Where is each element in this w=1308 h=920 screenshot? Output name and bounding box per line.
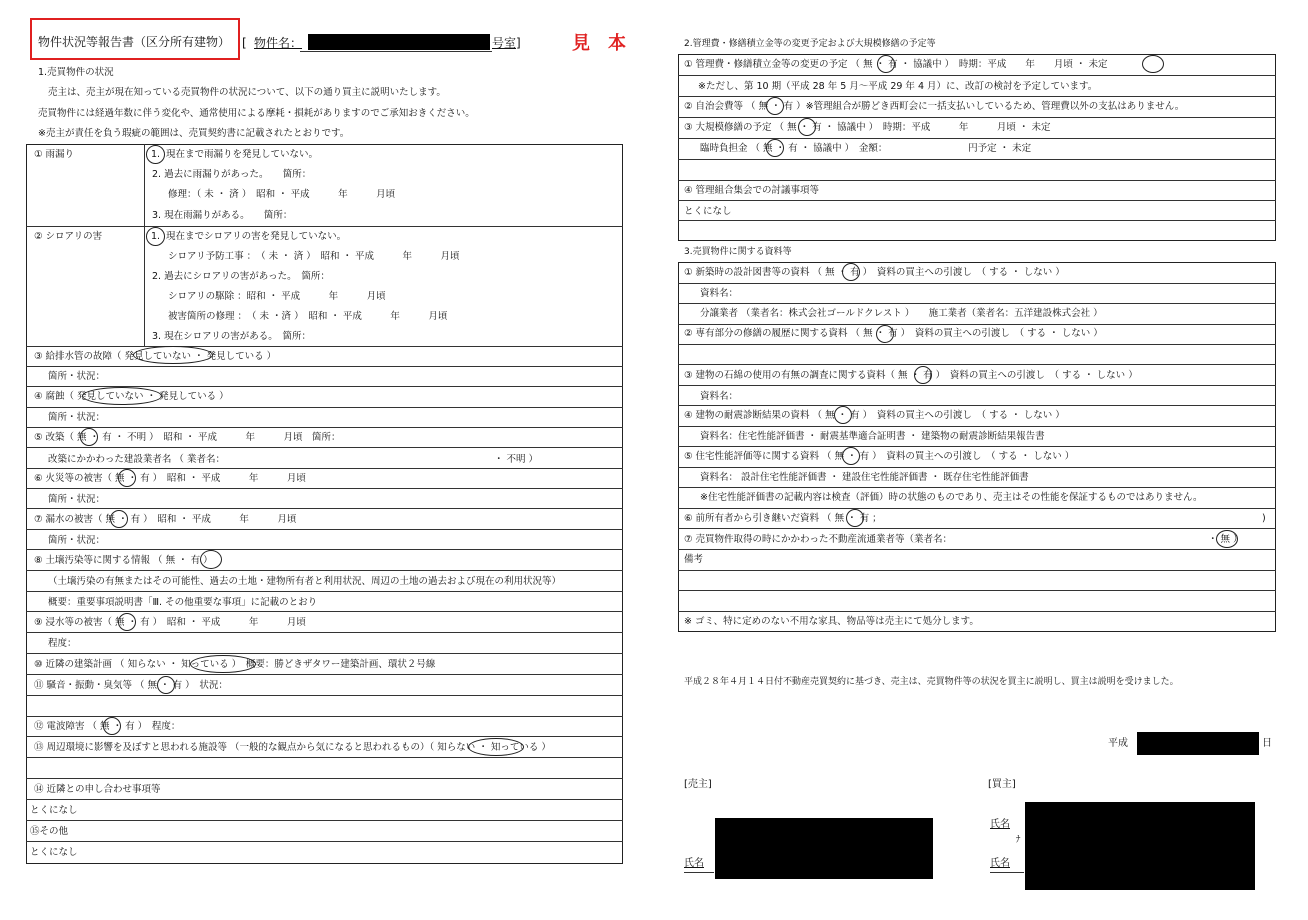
rain-line-4: 3. 現在雨漏りがある。 箇所： (152, 210, 293, 221)
termite-line-6: 3. 現在シロアリの害がある。 箇所： (152, 331, 311, 342)
left-row-9: ⑨ 浸水等の被害（ 無 ・ 有 ） 昭和 ・ 平成 年 月頃 (34, 617, 306, 628)
termite-label: ② シロアリの害 (34, 231, 103, 242)
left-row-12: ⑫ 電波障害 （ 無 ・ 有 ） 程度： (34, 721, 181, 732)
seller-name-label: 氏名 (684, 858, 704, 869)
rain-num1: 1. (151, 149, 161, 160)
left-row-14-detail: とくになし (30, 805, 78, 816)
intro-line-1: 売主は、売主が現在知っている売買物件の状況について、以下の通り買主に説明いたします。 (48, 87, 446, 98)
bracket-open: [ (242, 36, 247, 50)
left-row-15: ⑮その他 (30, 826, 69, 837)
s2-row-1: ① 管理費・修繕積立金等の変更の予定 （ 無 ・ 有 ・ 協議中 ） 時期：平成 年 月頃 ・ 未定 (684, 59, 1108, 70)
document-title: 物件状況等報告書（区分所有建物） (38, 35, 231, 49)
intro-line-2: 売買物件には経過年数に伴う変化や、通常使用による摩耗・損耗がありますのでご承知おきください。 (38, 108, 475, 119)
seller-label: [売主] (684, 779, 712, 790)
buyer-name-extra: ﾅ (1016, 835, 1021, 845)
left-row-14: ⑭ 近隣との申し合わせ事項等 (34, 784, 161, 795)
s3-row-14-end: ・ 無 ） (1208, 534, 1243, 545)
left-row-8: ⑧ 土壌汚染等に関する情報 （ 無 ・ 有 ） (34, 555, 213, 566)
left-row-5: ⑤ 改築（ 無 ・ 有 ・ 不明 ） 昭和 ・ 平成 年 月頃 箇所： (34, 432, 341, 443)
s3-row-12: ※住宅性能評価書の記載内容は検査（評価）時の状態のものであり、売主はその性能を保証するものではありません。 (700, 492, 1203, 503)
section3-title: 3.売買物件に関する資料等 (684, 247, 792, 257)
s2-row-2: ※ただし、第 10 期（平成 28 年 5 月～平成 29 年 4 月）に、改訂の検討を予定しています。 (698, 81, 1098, 92)
s3-row-1: ① 新築時の設計図書等の資料 （ 無 ・ 有 ） 資料の買主への引渡し （ する ・ しない ） (684, 267, 1065, 278)
left-row-3: ③ 給排水管の故障（ 発見していない ・ 発見している ） (34, 351, 277, 362)
date-redacted (1137, 732, 1259, 755)
s3-row-9: 資料名：住宅性能評価書 ・ 耐震基準適合証明書 ・ 建築物の耐震診断結果報告書 (700, 431, 1045, 442)
s3-row-13: ⑥ 前所有者から引き継いだ資料 （ 無 ・ 有 ； (684, 513, 882, 524)
termite-num1: 1. (151, 231, 161, 242)
date-prefix: 平成 (1108, 738, 1128, 749)
termite-line-3: 2. 過去にシロアリの害があった。 箇所： (152, 271, 330, 282)
s3-row-15: 備考 (684, 554, 704, 565)
termite-line-2: シロアリ予防工事 ： （ 未 ・ 済 ） 昭和 ・ 平成 年 月頃 (168, 251, 460, 262)
buyer-label: [買主] (988, 779, 1016, 790)
s3-row-13-close: ) (1262, 513, 1266, 524)
left-row-4-detail: 箇所・状況： (48, 412, 106, 423)
intro-line-3: ※売主が責任を負う瑕疵の範囲は、売買契約書に記載されたとおりです。 (38, 128, 350, 139)
left-row-5-unknown: ・ 不明 ） (494, 454, 539, 465)
section1-title: 1.売買物件の状況 (38, 67, 114, 78)
s3-row-7: 資料名： (700, 391, 739, 402)
termite-line-4: シロアリの駆除 ：昭和 ・ 平成 年 月頃 (168, 291, 386, 302)
left-row-10: ⑩ 近隣の建築計画 （ 知らない ・ 知っている ） 概要：勝どきザタワー建築計画、環状２号線 (34, 659, 436, 670)
s3-row-6: ③ 建物の石綿の使用の有無の調査に関する資料（ 無 ・ 有 ） 資料の買主への引渡し （ する ・ しない ） (684, 370, 1138, 381)
left-row-8-summary: 概要：重要事項説明書「Ⅲ. その他重要な事項」に記載のとおり (48, 597, 318, 608)
room-suffix: 号室] (492, 36, 521, 50)
s3-row-11: 資料名： 設計住宅性能評価書 ・ 建設住宅性能評価書 ・ 既存住宅性能評価書 (700, 472, 1029, 483)
termite-line-1: 現在までシロアリの害を発見していない。 (166, 231, 347, 242)
rain-label: ① 雨漏り (34, 149, 75, 160)
rain-line-3: 修理：（ 未 ・ 済 ） 昭和 ・ 平成 年 月頃 (168, 189, 396, 200)
s3-row-18: ※ ゴミ、特に定めのない不用な家具、物品等は売主にて処分します。 (684, 616, 979, 627)
sample-mark: 見 本 (572, 33, 626, 54)
left-row-7-detail: 箇所・状況： (48, 535, 106, 546)
s3-row-4: ② 専有部分の修繕の履歴に関する資料 （ 無 ・ 有 ） 資料の買主への引渡し （ する ・ しない ） (684, 328, 1103, 339)
left-row-6: ⑥ 火災等の被害（ 無 ・ 有 ） 昭和 ・ 平成 年 月頃 (34, 473, 306, 484)
left-row-11: ⑪ 騒音・振動・臭気等 （ 無 ・ 有 ） 状況： (34, 680, 228, 691)
buyer-name-label-1: 氏名 (990, 819, 1010, 830)
s2-row-8: とくになし (684, 206, 732, 217)
left-row-3-detail: 箇所・状況： (48, 371, 106, 382)
s2-row-7: ④ 管理組合集会での討議事項等 (684, 185, 820, 196)
section2-title: 2.管理費・修繕積立金等の変更予定および大規模修繕の予定等 (684, 39, 936, 49)
property-name-label: 物件名： (254, 36, 303, 50)
s2-row-4: ③ 大規模修繕の予定 （ 無 ・ 有 ・ 協議中 ） 時期：平成 年 月頃 ・ 未定 (684, 122, 1051, 133)
seller-name-redacted (715, 818, 933, 879)
property-name-redacted (308, 34, 490, 50)
s3-row-2: 資料名： (700, 288, 739, 299)
s3-row-3: 分譲業者 （業者名：株式会社ゴールドクレスト ） 施工業者（業者名：五洋建設株式会社 ） (700, 308, 1103, 319)
left-row-8-note: （土壌汚染の有無またはその可能性、過去の土地・建物所有者と利用状況、周辺の土地の過去および現在の利用状況等） (48, 576, 562, 587)
statement: 平成２８年４月１４日付不動産売買契約に基づき、売主は、売買物件等の状況を買主に説明し、買主は説明を受けました。 (684, 677, 1179, 687)
s2-row-3: ② 自治会費等 （ 無 ・ 有 ）※管理組合が勝どき西町会に一括支払いしているため、管理費以外の支払はありません。 (684, 101, 1185, 112)
left-row-4: ④ 腐蝕（ 発見していない ・ 発見している ） (34, 391, 229, 402)
date-suffix: 日 (1262, 738, 1272, 749)
s3-row-10: ⑤ 住宅性能評価等に関する資料 （ 無 ・ 有 ） 資料の買主への引渡し （ する ・ しない ） (684, 451, 1075, 462)
left-row-9-detail: 程度： (48, 638, 77, 649)
rain-line-1: 現在まで雨漏りを発見していない。 (166, 149, 319, 160)
left-row-5-detail: 改築にかかわった建設業者名 （ 業者名： (48, 454, 225, 465)
left-row-6-detail: 箇所・状況： (48, 494, 106, 505)
buyer-name-label-2: 氏名 (990, 858, 1010, 869)
buyer-name-redacted (1025, 802, 1255, 890)
termite-line-5: 被害箇所の修理 ： （ 未 ・済 ） 昭和 ・ 平成 年 月頃 (168, 311, 448, 322)
s3-row-14: ⑦ 売買物件取得の時にかかわった不動産流通業者等（業者名： (684, 534, 952, 545)
rain-line-2: 2. 過去に雨漏りがあった。 箇所： (152, 169, 312, 180)
s2-row-5: 臨時負担金 （ 無 ・ 有 ・ 協議中 ） 金額： 円予定 ・ 未定 (700, 143, 1032, 154)
left-row-15-detail: とくになし (30, 847, 78, 858)
left-row-7: ⑦ 漏水の被害（ 無 ・ 有 ） 昭和 ・ 平成 年 月頃 (34, 514, 297, 525)
s3-row-8: ④ 建物の耐震診断結果の資料 （ 無 ・ 有 ） 資料の買主への引渡し （ する ・ しない ） (684, 410, 1065, 421)
left-row-13: ⑬ 周辺環境に影響を及ぼすと思われる施設等 （一般的な観点から気になると思われるもの）（ 知らない ・ 知っている ） (34, 742, 551, 753)
